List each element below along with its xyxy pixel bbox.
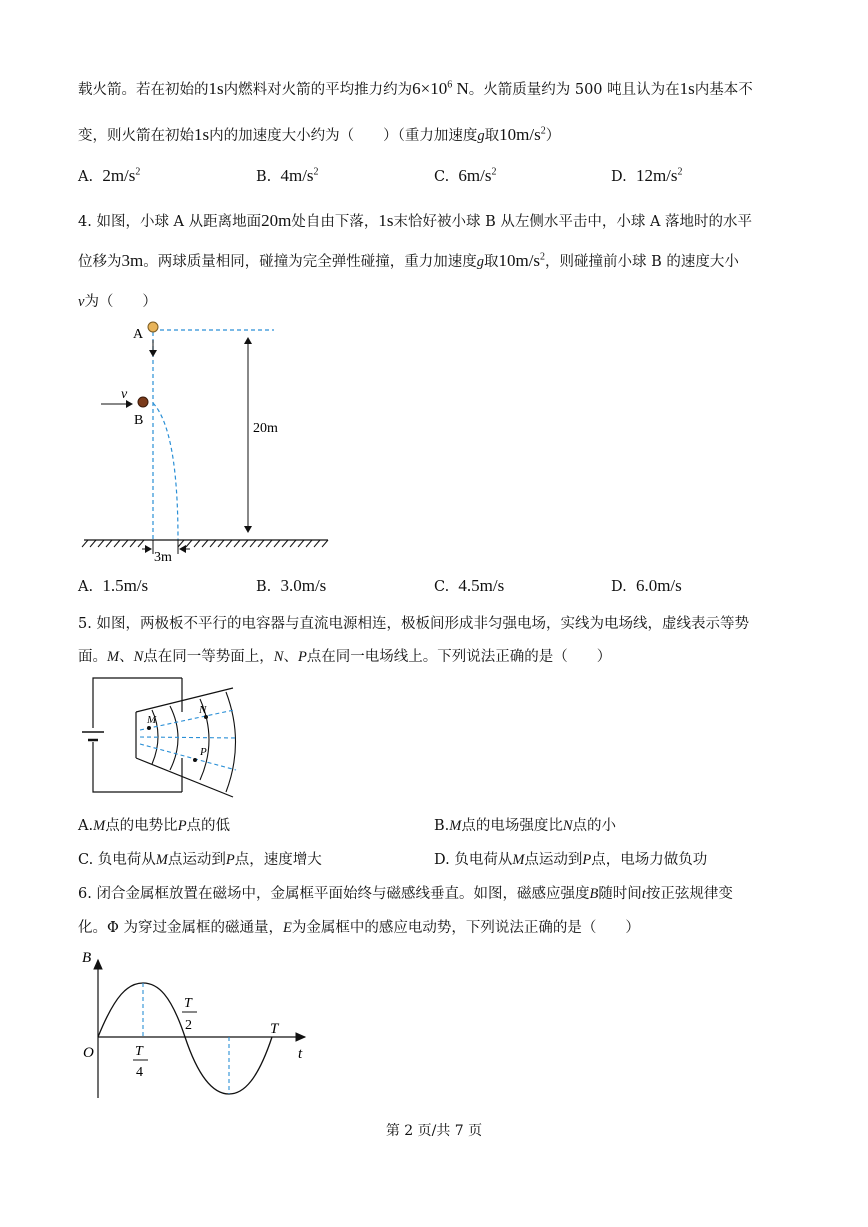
q4-option-d: D. 6.0m/s [611,576,682,595]
q6-frac2-num: T [184,996,192,1011]
q5-line-2: 面。M、N点在同一等势面上，N、P点在同一电场线上。下列说法正确的是（ ） [78,649,612,665]
q6-label-b: B [82,950,92,966]
q3-option-c: C. $6m/s^2$ [434,166,497,185]
q3-option-a: A. $2m/s^2$ [78,166,141,185]
page-footer: 第 2 页/共 7 页 [385,1123,483,1139]
q6-frac2-den: 2 [185,1018,192,1033]
q6-label-t: t [298,1046,303,1062]
q3-line-1: 载火箭。若在初始的1s内燃料对火箭的平均推力约为$6\times 10^6$ N。火箭质量约为 500 吨且认为在1s内基本不 [78,79,753,98]
q4-line-3: v为（ ） [78,294,157,310]
q5-line-1: 5. 如图，两极板不平行的电容器与直流电源相连，极板间形成非匀强电场，实线为电场线，虚线表示等势 [78,616,749,632]
q5-option-a: A.M点的电势比P点的低 [78,818,231,834]
q5-option-b: B.M点的电场强度比N点的小 [434,818,617,834]
q5-label-n: N [199,704,207,716]
q4-label-height: 20m [253,421,278,436]
q5-label-m: M [147,714,157,726]
q6-frac1-den: 4 [136,1065,143,1080]
q3-line-2: 变，则火箭在初始1s内的加速度大小约为（ ）（重力加速度g取$10m/s^2$） [78,125,561,144]
q4-option-c: C. 4.5m/s [434,576,505,595]
q3-option-d: D. $12m/s^2$ [611,166,683,185]
q4-label-a: A [133,327,144,342]
q4-label-b: B [134,413,144,428]
q4-line-1: 4. 如图，小球 A 从距离地面20m处自由下落，1s末恰好被小球 B 从左侧水平击中，小球 A 落地时的水平 [78,211,753,230]
q6-frac1-num: T [135,1044,143,1059]
q4-label-disp: 3m [154,550,172,565]
q6-label-o: O [83,1045,94,1061]
q4-label-v: v [121,387,128,402]
q5-label-p: P [200,746,207,758]
q6-line-1: 6. 闭合金属框放置在磁场中，金属框平面始终与磁感线垂直。如图，磁感应强度B随时间t按正弦规律变 [78,886,733,902]
q5-option-d: D. 负电荷从M点运动到P点，电场力做负功 [434,852,708,868]
q4-option-b: B. 3.0m/s [256,576,327,595]
q4-line-2: 位移为3m。两球质量相同，碰撞为完全弹性碰撞，重力加速度g取$10m/s^2$，则碰撞前小球 B 的速度大小 [78,251,739,270]
q4-option-a: A. 1.5m/s [78,576,149,595]
q6-line-2: 化。Φ 为穿过金属框的磁通量，E为金属框中的感应电动势，下列说法正确的是（ ） [78,920,640,936]
q3-option-b: B. $4m/s^2$ [256,166,319,185]
q5-option-c: C. 负电荷从M点运动到P点，速度增大 [78,852,322,868]
q6-label-T: T [270,1021,279,1037]
